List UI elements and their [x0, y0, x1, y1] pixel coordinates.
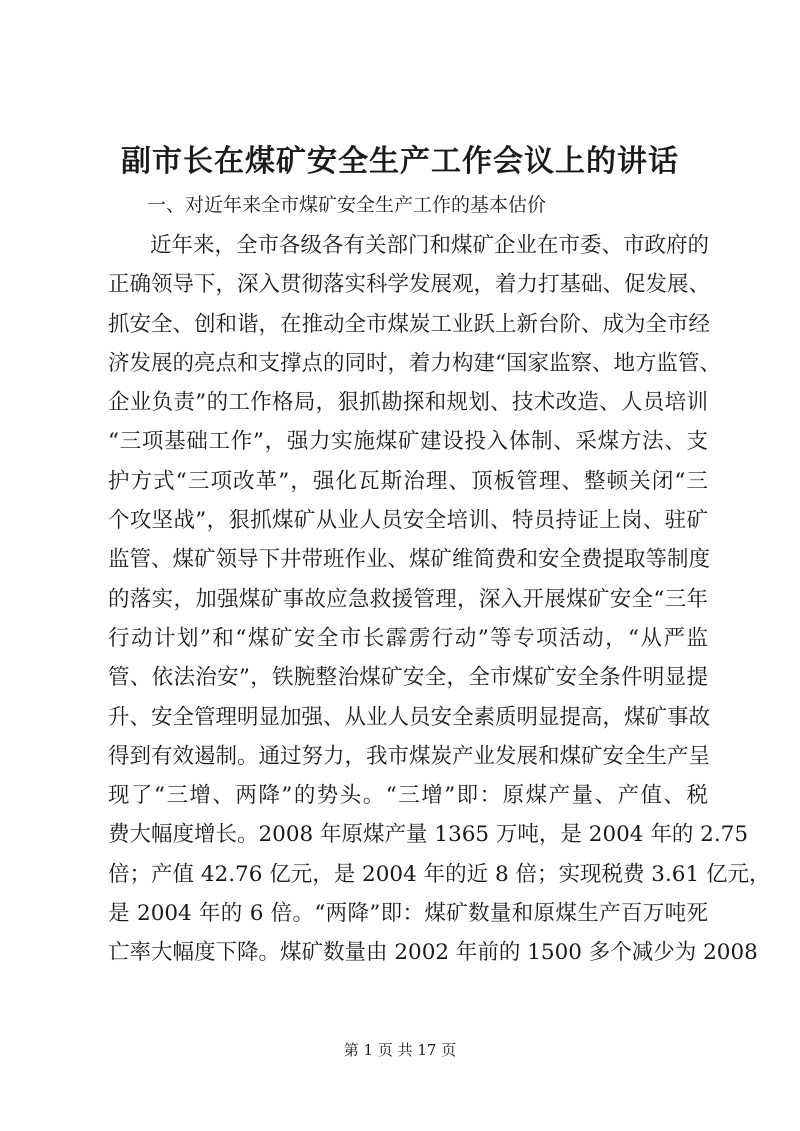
- paragraph-line: 近年来，全市各级各有关部门和煤矿企业在市委、市政府的: [150, 233, 710, 258]
- page-number: 第 1 页 共 17 页: [343, 1041, 457, 1059]
- body-paragraph: [108, 226, 771, 973]
- paragraph-line: 倍；产值 42.76 亿元，是 2004 年的近 8 倍；实现税费 3.61 亿元，: [108, 861, 771, 887]
- paragraph-line: 护方式“三项改革”，强化瓦斯治理、顶板管理、整顿关闭“三: [108, 468, 708, 494]
- paragraph-line: 企业负责”的工作格局，狠抓勘探和规划、技术改造、人员培训: [108, 390, 708, 416]
- paragraph-line: 抓安全、创和谐，在推动全市煤炭工业跃上新台阶、成为全市经: [108, 311, 711, 337]
- paragraph-line: 亡率大幅度下降。煤矿数量由 2002 年前的 1500 多个减少为 2008: [108, 940, 758, 966]
- paragraph-line: 正确领导下，深入贯彻落实科学发展观，着力打基础、促发展、: [108, 272, 711, 298]
- paragraph-line: 管、依法治安”，铁腕整治煤矿安全，全市煤矿安全条件明显提: [108, 665, 708, 691]
- paragraph-line: 升、安全管理明显加强、从业人员安全素质明显提高，煤矿事故: [108, 704, 711, 730]
- section-heading: 一、对近年来全市煤矿安全生产工作的基本估价: [147, 194, 547, 216]
- paragraph-line: 得到有效遏制。通过努力，我市煤炭产业发展和煤矿安全生产呈: [108, 743, 711, 769]
- paragraph-line: 现了“三增、两降”的势头。“三增”即：原煤产量、产值、税: [108, 783, 708, 809]
- paragraph-line: 济发展的亮点和支撑点的同时，着力构建“国家监察、地方监管、: [108, 350, 721, 376]
- page-title: 副市长在煤矿安全生产工作会议上的讲话: [121, 144, 679, 179]
- paragraph-line: 费大幅度增长。2008 年原煤产量 1365 万吨，是 2004 年的 2.75: [108, 822, 749, 848]
- paragraph-line: 的落实，加强煤矿事故应急救援管理，深入开展煤矿安全“三年: [108, 586, 708, 612]
- paragraph-line: 是 2004 年的 6 倍。“两降”即：煤矿数量和原煤生产百万吨死: [108, 901, 708, 927]
- paragraph-line: 行动计划”和“煤矿安全市长霹雳行动”等专项活动，“从严监: [108, 625, 708, 651]
- paragraph-line: 个攻坚战”，狠抓煤矿从业人员安全培训、特员持证上岗、驻矿: [108, 508, 708, 534]
- paragraph-line: “三项基础工作”，强力实施煤矿建设投入体制、采煤方法、支: [108, 429, 708, 455]
- paragraph-line: 监管、煤矿领导下井带班作业、煤矿维简费和安全费提取等制度: [108, 547, 711, 573]
